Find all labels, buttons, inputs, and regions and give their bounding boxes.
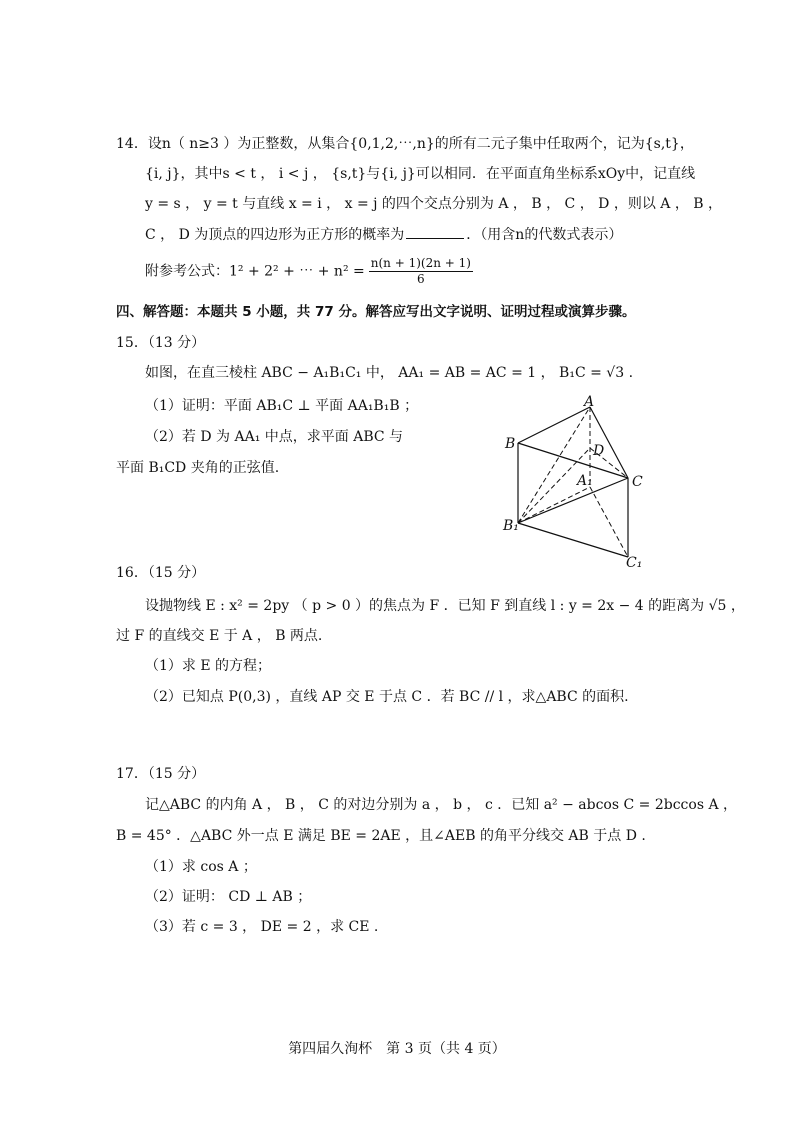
q16-intro-cont: 过 F 的直线交 E 于 A ， B 两点. (116, 628, 323, 644)
section-4-heading: 四、解答题：本题共 5 小题，共 77 分。解答应写出文字说明、证明过程或演算步骤。 (116, 304, 636, 320)
q17-heading: 17．（15 分） (116, 766, 206, 782)
q14-line-4 (145, 224, 622, 245)
q14-reference-formula (145, 256, 473, 287)
label-b1: B₁ (503, 518, 519, 534)
q17-intro-cont: B = 45° ．△ABC 外一点 E 满足 BE = 2AE ，且∠AEB 的角平分线交 AB 于点 D . (116, 828, 646, 844)
label-d: D (593, 443, 605, 459)
q15-intro: 如图，在直三棱柱 ABC − A₁B₁C₁ 中， AA₁ = AB = AC = 1 ， B₁C = √3 . (145, 365, 634, 381)
label-a: A (584, 394, 595, 410)
q14-line-3: y = s ， y = t 与直线 x = i ， x = j 的四个交点分别为 A ， B ， C ， D ，则以 A ， B ， (145, 196, 723, 212)
q16-part-1: （1）求 E 的方程； (145, 658, 272, 674)
q17-intro: 记△ABC 的内角 A ， B ， C 的对边分别为 a ， b ， c ．已知 a² − abcos C = 2bccos A ， (145, 797, 738, 813)
q15-part-2: （2）若 D 为 AA₁ 中点，求平面 ABC 与 (145, 429, 404, 445)
q17-part-2: （2）证明： CD ⊥ AB ； (145, 889, 312, 905)
fraction-denominator: 6 (417, 272, 425, 286)
q16-heading: 16．（15 分） (116, 565, 206, 581)
label-c1: C₁ (626, 555, 643, 571)
label-b: B (505, 436, 516, 452)
prism-figure (495, 392, 655, 574)
fraction-numerator: n(n + 1)(2n + 1) (370, 256, 471, 270)
q17-part-1: （1）求 cos A ； (145, 859, 257, 875)
q15-part-1: （1）证明：平面 AB₁C ⊥ 平面 AA₁B₁B ； (145, 398, 419, 414)
q15-heading: 15．（13 分） (116, 335, 206, 351)
reference-formula-prefix: 附参考公式：1² + 2² + ⋯ + n² = (145, 263, 365, 280)
q17-part-3: （3）若 c = 3 ， DE = 2 ，求 CE . (145, 919, 379, 935)
edge-b1c (518, 478, 628, 523)
q14-line-1: 14．设n（ n≥3 ）为正整数，从集合{0,1,2,⋯,n}的所有二元子集中任取两个，记为{s,t}， (116, 136, 694, 152)
q16-intro: 设抛物线 E : x² = 2py （ p > 0 ）的焦点为 F ．已知 F 到直线 l : y = 2x − 4 的距离为 √5 ， (145, 598, 745, 614)
label-a1: A₁ (577, 473, 593, 489)
q14-line-2: {i, j}，其中s < t ， i < j ， {s,t}与{i, j}可以相同．在平面直角坐标系xOy中，记直线 (145, 166, 696, 182)
label-c: C (632, 474, 643, 490)
reference-formula-fraction (369, 256, 473, 287)
answer-blank[interactable] (406, 224, 464, 239)
q14-line-4-text: C ， D 为顶点的四边形为正方形的概率为 (145, 227, 405, 243)
q15-part-2-cont: 平面 B₁CD 夹角的正弦值. (116, 460, 280, 476)
page-footer: 第四届久洵杯 第 3 页（共 4 页） (288, 1041, 506, 1057)
edge-b1c1 (518, 523, 628, 557)
q16-part-2: （2）已知点 P(0,3) ，直线 AP 交 E 于点 C ．若 BC // l ，求△ABC 的面积. (145, 689, 629, 705)
q14-line-4-tail: ．（用含n的代数式表示） (466, 227, 623, 243)
